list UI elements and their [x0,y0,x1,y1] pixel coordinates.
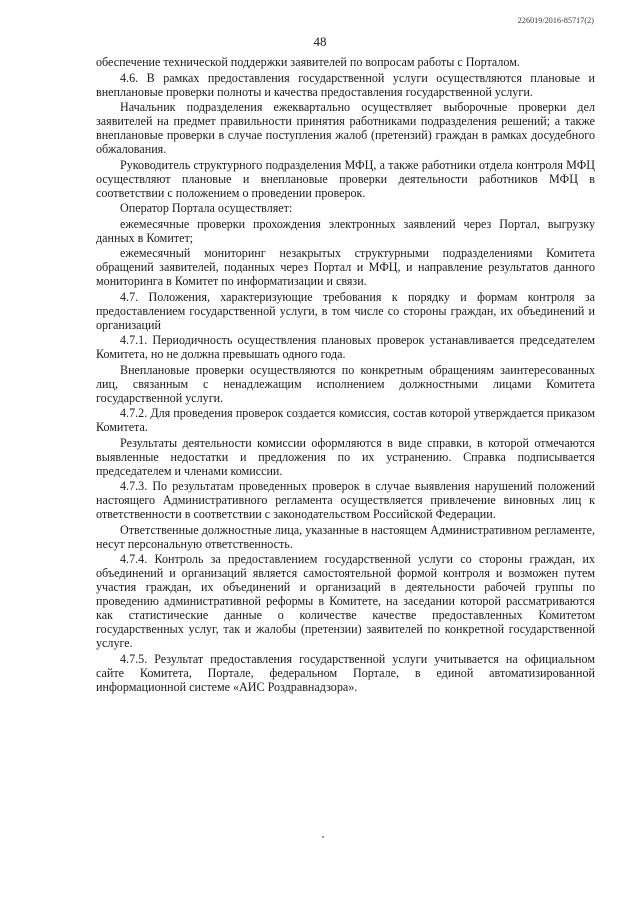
paragraph: ежемесячный мониторинг незакрытых структурными подразделениями Комитета обращений заявителей, поданных через Портал и МФЦ, и направление результатов данного мониторинга в Комитет по информатизации и связи. [96,246,595,288]
paragraph: 4.6. В рамках предоставления государственной услуги осуществляются плановые и внеплановые проверки полноты и качества предоставления государственной услуги. [96,70,595,99]
paragraph: обеспечение технической поддержки заявителей по вопросам работы с Порталом. [96,55,520,69]
scan-speck [322,836,324,838]
paragraph: Внеплановые проверки осуществляются по конкретным обращениям заинтересованных лиц, связанным с ненадлежащим исполнением должностными лицами Комитета государственной услуги. [96,362,595,405]
paragraph: Ответственные должностные лица, указанные в настоящем Административном регламенте, несут персональную ответственность. [96,522,595,551]
paragraph: Начальник подразделения ежеквартально осуществляет выборочные проверки дел заявителей на предмет правильности принятия работниками подразделения решений; а также внеплановые проверки в случае поступления жалоб (претензий) граждан в рамках досудебного обжалования. [96,100,595,156]
document-id: 226019/2016-85717(2) [517,16,594,25]
paragraph: Результаты деятельности комиссии оформляются в виде справки, в которой отмечаются выявленные недостатки и предложения по их устранению. Справка подписывается председателем и членами комиссии. [96,435,595,478]
paragraph: 4.7.1. Периодичность осуществления плановых проверок устанавливается председателем Комитета, но не должна превышать одного года. [96,333,595,361]
document-body [96,55,595,695]
paragraph: Оператор Портала осуществляет: [120,201,293,215]
paragraph: 4.7.3. По результатам проведенных проверок в случае выявления нарушений положений настоящего Административного регламента осуществляется привлечение виновных лиц к ответственности в соответствии с законодательством Российской Федерации. [96,479,595,521]
paragraph: 4.7.5. Результат предоставления государственной услуги учитывается на официальном сайте Комитета, Портале, федеральном Портале, в единой автоматизированной информационной системе «АИС Роздравнадзора». [96,651,595,694]
section-heading-4-7: 4.7. Положения, характеризующие требования к порядку и формам контроля за предоставлением государственной услуги, в том числе со стороны граждан, их объединений и организаций [96,289,595,332]
paragraph: 4.7.4. Контроль за предоставлением государственной услуги со стороны граждан, их объединений и организаций является самостоятельной формой контроля и возможен путем участия граждан, их объединений и организаций в деятельности рабочей группы по проведению административной реформы в Комитете, на заседании которой рассматриваются как статистические данные о количестве качестве предоставленных Комитетом государственных услуг, так и жалобы (претензии) заявителей по конкретной государственной услуге. [96,552,595,650]
paragraph: ежемесячные проверки прохождения электронных заявлений через Портал, выгрузку данных в Комитет; [96,216,595,245]
page-number: 48 [313,34,327,49]
paragraph: 4.7.2. Для проведения проверок создается комиссия, состав которой утверждается приказом Комитета. [96,406,595,434]
paragraph: Руководитель структурного подразделения МФЦ, а также работники отдела контроля МФЦ осуществляют плановые и внеплановые проверки деятельности работников МФЦ в соответствии с положением о проведении проверок. [96,157,595,200]
